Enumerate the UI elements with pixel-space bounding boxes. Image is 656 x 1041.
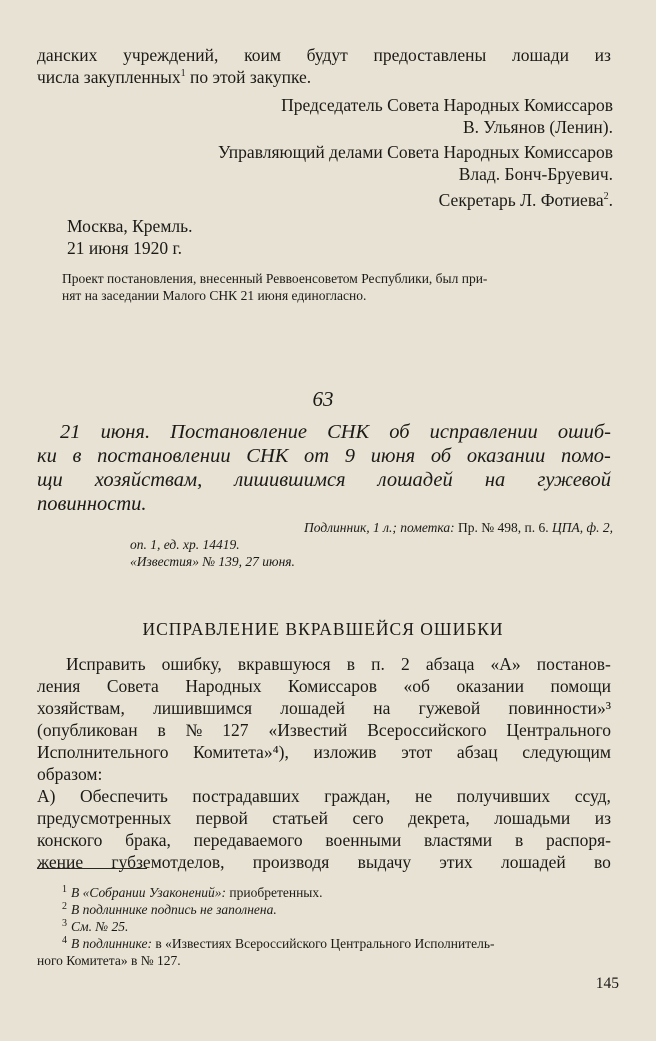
word: лошадей xyxy=(500,852,566,872)
word: предусмотренных xyxy=(37,808,172,828)
word: 2 xyxy=(400,654,410,674)
word: военными xyxy=(325,830,402,850)
word: Народных xyxy=(185,676,262,696)
word: брака, xyxy=(125,830,171,850)
word: властями xyxy=(423,830,493,850)
signature-title: Управляющий делами Совета Народных Комиссаров xyxy=(217,142,613,162)
body-line xyxy=(37,807,611,829)
word: об xyxy=(430,445,452,467)
word: помощи xyxy=(550,676,611,696)
word: лишившимся xyxy=(153,698,253,718)
word: предоставлены xyxy=(373,45,487,65)
word: абзаца xyxy=(425,654,475,674)
word: об xyxy=(389,421,410,443)
word: Всероссийского xyxy=(367,720,487,740)
word: «А» xyxy=(490,654,521,674)
footnote xyxy=(62,918,128,935)
footnote xyxy=(62,901,277,918)
paragraph-text: по этой закупке. xyxy=(185,67,312,87)
signature-secretary xyxy=(439,189,613,211)
paragraph-text: числа закупленных xyxy=(37,67,181,87)
word: этих xyxy=(439,852,473,872)
word: постанов- xyxy=(536,654,611,674)
word: ки xyxy=(37,445,57,467)
footnote-marker: 4 xyxy=(62,934,67,946)
word: будут xyxy=(306,45,348,65)
word: граждан, xyxy=(324,786,391,806)
word: учреждений, xyxy=(123,45,219,65)
word: лошадей xyxy=(280,698,346,718)
word: лошади xyxy=(511,45,569,65)
body-line xyxy=(37,741,611,763)
document-number: 63 xyxy=(312,387,334,411)
word: щи xyxy=(37,469,63,491)
footnote-text: приобретенных. xyxy=(226,885,323,900)
source-note xyxy=(304,519,613,537)
word: от xyxy=(304,445,330,467)
footnote-marker: 3 xyxy=(62,917,67,929)
body-line xyxy=(37,697,611,719)
word: А) xyxy=(37,786,56,806)
footnote-text: В подлиннике подпись не заполнена. xyxy=(71,902,277,917)
body-line xyxy=(37,829,611,851)
document-title-line xyxy=(37,444,611,468)
word: в xyxy=(346,654,355,674)
word: 21 xyxy=(60,421,81,443)
word: в xyxy=(157,720,166,740)
body-line xyxy=(37,675,611,697)
word: хозяйствам, xyxy=(37,698,125,718)
word: не xyxy=(415,786,433,806)
source-note: оп. 1, ед. хр. 14419. xyxy=(130,537,240,552)
section-heading: ИСПРАВЛЕНИЕ ВКРАВШЕЙСЯ ОШИБКИ xyxy=(142,619,504,639)
word: на xyxy=(484,469,506,491)
body-line xyxy=(37,719,611,741)
footnote-marker: 1 xyxy=(180,68,186,80)
word: постановлении xyxy=(97,445,231,467)
word: ления xyxy=(37,676,81,696)
body-line xyxy=(37,763,102,785)
footnote-marker: 2 xyxy=(603,191,609,203)
paragraph-line xyxy=(37,44,611,66)
source-text: ЦПА, ф. 2, xyxy=(552,520,613,535)
word: Центрального xyxy=(506,720,611,740)
word: изложив xyxy=(313,742,377,762)
page-number: 145 xyxy=(595,975,619,992)
editorial-note: Проект постановления, внесенный Реввоенсоветом Республики, был при- xyxy=(62,271,488,286)
word: гужевой xyxy=(418,698,481,718)
word: получивших xyxy=(456,786,551,806)
date: 21 июня 1920 г. xyxy=(67,238,183,258)
word: в xyxy=(72,445,82,467)
word: 9 xyxy=(344,445,356,467)
word: следующим xyxy=(522,742,611,762)
place: Москва, Кремль. xyxy=(67,216,193,236)
footnote: ного Комитета» в № 127. xyxy=(37,953,181,968)
word: гужевой xyxy=(537,469,611,491)
word: сего xyxy=(352,808,384,828)
word: пострадавших xyxy=(192,786,300,806)
word: декрета, xyxy=(408,808,470,828)
word: ошибку, xyxy=(161,654,222,674)
word: оказании xyxy=(466,445,546,467)
body-line xyxy=(66,653,611,675)
word: (опубликован xyxy=(37,720,138,740)
word: Исполнительного xyxy=(37,742,169,762)
word: ошиб- xyxy=(557,421,611,443)
word: лошадей xyxy=(377,469,453,491)
word: жение xyxy=(37,852,84,872)
document-title-line xyxy=(60,420,611,444)
word: оказании xyxy=(456,676,524,696)
word: лошадьми xyxy=(494,808,571,828)
footnote-text: См. № 25. xyxy=(71,919,129,934)
word: ссуд, xyxy=(574,786,611,806)
document-title-line xyxy=(37,468,611,492)
footnote-divider xyxy=(37,868,147,869)
word: вкравшуюся xyxy=(237,654,331,674)
word: июня. xyxy=(100,421,151,443)
signature-title: Секретарь Л. Фотиева xyxy=(438,190,604,210)
word: 127 xyxy=(222,720,249,740)
word: данских xyxy=(37,45,98,65)
word: статьей xyxy=(272,808,329,828)
footnote-text: в «Известиях Всероссийского Центрального Исполнитель- xyxy=(152,936,495,951)
word: «об xyxy=(403,676,430,696)
word: Совета xyxy=(106,676,159,696)
footnote-text: В подлиннике: xyxy=(71,936,153,951)
word: на xyxy=(373,698,391,718)
word: коим xyxy=(244,45,281,65)
word: из xyxy=(594,808,611,828)
word: этот xyxy=(401,742,433,762)
signature-name: В. Ульянов (Ленин). xyxy=(463,117,613,137)
word: Комиссаров xyxy=(288,676,377,696)
word: образом: xyxy=(37,764,103,784)
word: п. xyxy=(371,654,385,674)
footnote-marker: 2 xyxy=(62,900,67,912)
word: передаваемого xyxy=(193,830,303,850)
source-text: Подлинник, 1 л.; пометка: xyxy=(304,520,455,535)
word: губземотделов, xyxy=(111,852,225,872)
word: помо- xyxy=(561,445,611,467)
source-note: «Известия» № 139, 27 июня. xyxy=(130,554,295,569)
word: абзац xyxy=(456,742,498,762)
word: № xyxy=(185,720,203,740)
word: СНК xyxy=(246,445,289,467)
document-title-line: повинности. xyxy=(37,493,147,515)
word: Обеспечить xyxy=(80,786,168,806)
editorial-note: нят на заседании Малого СНК 21 июня единогласно. xyxy=(62,288,367,303)
body-line xyxy=(37,851,611,873)
word: Постановление xyxy=(170,421,307,443)
footnote-marker: 1 xyxy=(62,883,67,895)
word: из xyxy=(594,45,611,65)
word: распоря- xyxy=(545,830,611,850)
footnote-text: В «Собрании Узаконений»: xyxy=(71,885,227,900)
word: первой xyxy=(195,808,248,828)
word: Комитета»⁴), xyxy=(193,742,289,762)
source-text: Пр. № 498, п. 6. xyxy=(454,520,553,535)
footnote xyxy=(62,935,495,952)
word: повинности»³ xyxy=(508,698,611,718)
signature-title: Председатель Совета Народных Комиссаров xyxy=(281,95,613,115)
signature-name: Влад. Бонч-Бруевич. xyxy=(458,164,613,184)
word: конского xyxy=(37,830,103,850)
word: исправлении xyxy=(429,421,538,443)
word: во xyxy=(594,852,611,872)
footnote xyxy=(62,884,323,901)
word: «Известий xyxy=(268,720,348,740)
punctuation: . xyxy=(608,190,613,210)
word: в xyxy=(514,830,524,850)
paragraph-line xyxy=(37,66,311,88)
word: лишившимся xyxy=(234,469,346,491)
word: хозяйствам, xyxy=(94,469,203,491)
word: Исправить xyxy=(66,654,146,674)
word: выдачу xyxy=(357,852,412,872)
word: СНК xyxy=(327,421,370,443)
word: производя xyxy=(252,852,330,872)
body-line xyxy=(37,785,611,807)
word: июня xyxy=(370,445,416,467)
